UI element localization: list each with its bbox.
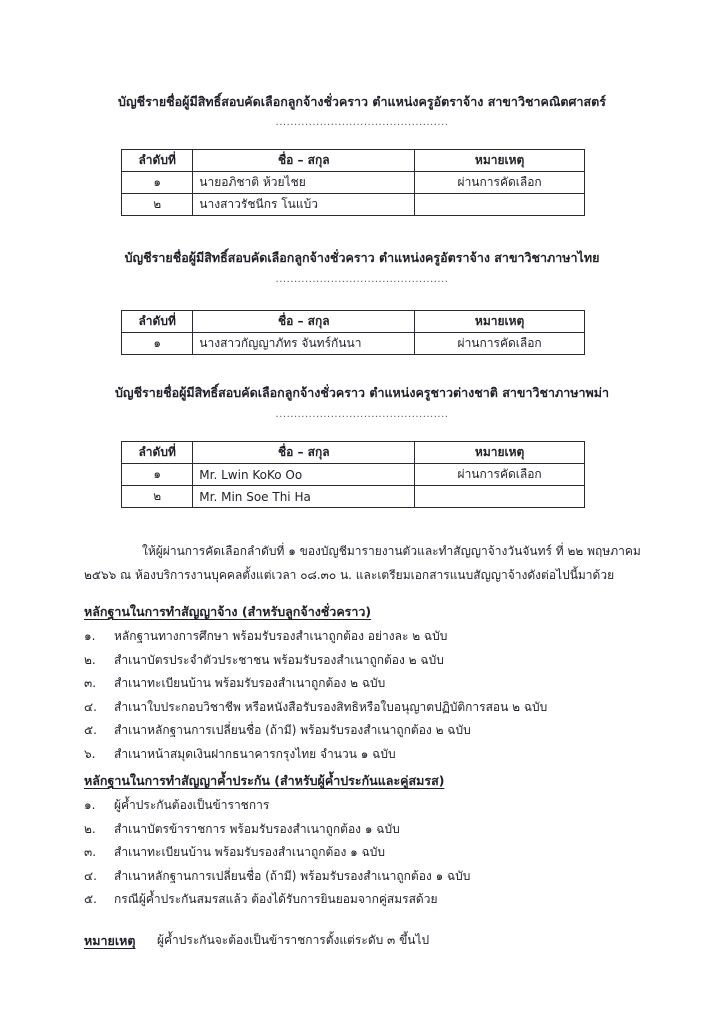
- row-no: ๑: [122, 333, 193, 355]
- item-text: สำเนาหลักฐานการเปลี่ยนชื่อ (ถ้ามี) พร้อมรับรองสำเนาถูกต้อง ๒ ฉบับ: [114, 723, 471, 737]
- header-name: ชื่อ – สกุล: [193, 442, 415, 464]
- guarantee-docs-title: หลักฐานในการทำสัญญาค้ำประกัน (สำหรับผู้ค้ำประกันและคู่สมรส): [84, 773, 445, 788]
- row-remark: ผ่านการคัดเลือก: [415, 172, 585, 194]
- announcement-line-2: ๒๕๖๖ ณ ห้องบริการงานบุคคลตั้งแต่เวลา ๐๘.๓๐ น. และเตรียมเอกสารแนบสัญญาจ้างดังต่อไปนี้มาด้วย: [84, 568, 615, 582]
- announcement-paragraph: [84, 539, 644, 587]
- table-burmese: [121, 441, 585, 508]
- row-name: Mr. Lwin KoKo Oo: [193, 464, 415, 486]
- list-title-math: บัญชีรายชื่อผู้มีสิทธิ์สอบคัดเลือกลูกจ้างชั่วคราว ตำแหน่งครูอัตราจ้าง สาขาวิชาคณิตศาสตร์: [118, 94, 606, 109]
- table-header-row: [122, 442, 585, 464]
- item-number: ๔.: [84, 868, 97, 883]
- row-no: ๑: [122, 464, 193, 486]
- dotted-line: ...............................................: [275, 409, 449, 420]
- item-text: สำเนาใบประกอบวิชาชีพ หรือหนังสือรับรองสิทธิหรือใบอนุญาตปฏิบัติการสอน ๒ ฉบับ: [114, 699, 548, 714]
- header-no: ลำดับที่: [122, 442, 193, 464]
- table-row: [122, 464, 585, 486]
- item-number: ๑.: [84, 798, 96, 812]
- item-number: ๔.: [84, 699, 97, 714]
- row-no: ๒: [122, 486, 193, 508]
- header-no: ลำดับที่: [122, 150, 193, 172]
- item-text: สำเนาทะเบียนบ้าน พร้อมรับรองสำเนาถูกต้อง ๒ ฉบับ: [114, 676, 386, 690]
- header-remark: หมายเหตุ: [415, 311, 585, 333]
- item-text: สำเนาหลักฐานการเปลี่ยนชื่อ (ถ้ามี) พร้อมรับรองสำเนาถูกต้อง ๑ ฉบับ: [114, 868, 471, 883]
- guarantee-docs-list: [84, 794, 470, 912]
- list-item: [84, 719, 547, 743]
- note-text: ผู้ค้ำประกันจะต้องเป็นข้าราชการตั้งแต่ระดับ ๓ ขึ้นไป: [157, 933, 430, 947]
- list-item: [84, 841, 470, 865]
- row-name: นายอภิชาติ ห้วยไชย: [193, 172, 415, 194]
- item-text: ผู้ค้ำประกันต้องเป็นข้าราชการ: [114, 798, 270, 812]
- row-no: ๑: [122, 172, 193, 194]
- header-remark: หมายเหตุ: [415, 150, 585, 172]
- row-remark: [415, 486, 585, 508]
- table-row: [122, 333, 585, 355]
- list-title-thai: บัญชีรายชื่อผู้มีสิทธิ์สอบคัดเลือกลูกจ้างชั่วคราว ตำแหน่งครูอัตราจ้าง สาขาวิชาภาษาไทย: [124, 250, 600, 265]
- list-item: [84, 818, 470, 842]
- table-row: [122, 194, 585, 216]
- row-remark: [415, 194, 585, 216]
- row-name: นางสาวกัญญาภัทร จันทร์กันนา: [193, 333, 415, 355]
- item-text: สำเนาบัตรข้าราชการ พร้อมรับรองสำเนาถูกต้อง ๑ ฉบับ: [114, 821, 400, 836]
- header-no: ลำดับที่: [122, 311, 193, 333]
- item-number: ๑.: [84, 629, 96, 643]
- table-thai: [121, 310, 585, 355]
- contract-docs-title: หลักฐานในการทำสัญญาจ้าง (สำหรับลูกจ้างชั่วคราว): [84, 604, 372, 619]
- row-no: ๒: [122, 194, 193, 216]
- item-number: ๓.: [84, 845, 97, 859]
- item-number: ๓.: [84, 676, 97, 690]
- item-number: ๒.: [84, 821, 96, 836]
- item-number: ๕.: [84, 723, 97, 737]
- item-text: กรณีผู้ค้ำประกันสมรสแล้ว ต้องได้รับการยินยอมจากคู่สมรสด้วย: [114, 892, 438, 906]
- item-text: สำเนาทะเบียนบ้าน พร้อมรับรองสำเนาถูกต้อง ๑ ฉบับ: [114, 845, 385, 859]
- table-row: [122, 172, 585, 194]
- row-remark: ผ่านการคัดเลือก: [415, 464, 585, 486]
- table-row: [122, 486, 585, 508]
- dotted-line: ...............................................: [275, 274, 449, 285]
- item-number: ๖.: [84, 746, 96, 761]
- list-item: [84, 649, 547, 673]
- item-number: ๒.: [84, 652, 96, 667]
- note-label: หมายเหตุ: [84, 933, 136, 948]
- row-name: Mr. Min Soe Thi Ha: [193, 486, 415, 508]
- list-item: [84, 625, 547, 649]
- list-item: [84, 865, 470, 889]
- header-remark: หมายเหตุ: [415, 442, 585, 464]
- row-remark: ผ่านการคัดเลือก: [415, 333, 585, 355]
- announcement-line-1: ให้ผู้ผ่านการคัดเลือกลำดับที่ ๑ ของบัญชีมารายงานตัวและทำสัญญาจ้างวันจันทร์ ที่ ๒๒ พฤษภาคม: [142, 544, 641, 558]
- dotted-line: ...............................................: [275, 117, 449, 128]
- contract-docs-list: [84, 625, 547, 766]
- list-title-burmese: บัญชีรายชื่อผู้มีสิทธิ์สอบคัดเลือกลูกจ้างชั่วคราว ตำแหน่งครูชาวต่างชาติ สาขาวิชาภาษาพม่า: [114, 385, 610, 400]
- header-name: ชื่อ – สกุล: [193, 311, 415, 333]
- list-item: [84, 888, 470, 912]
- list-item: [84, 696, 547, 720]
- item-text: สำเนาบัตรประจำตัวประชาชน พร้อมรับรองสำเนาถูกต้อง ๒ ฉบับ: [114, 652, 444, 667]
- table-header-row: [122, 311, 585, 333]
- table-math: [121, 149, 585, 216]
- list-item: [84, 672, 547, 696]
- item-number: ๕.: [84, 892, 97, 906]
- table-header-row: [122, 150, 585, 172]
- list-item: [84, 743, 547, 767]
- item-text: สำเนาหน้าสมุดเงินฝากธนาคารกรุงไทย จำนวน ๑ ฉบับ: [114, 746, 396, 761]
- header-name: ชื่อ – สกุล: [193, 150, 415, 172]
- item-text: หลักฐานทางการศึกษา พร้อมรับรองสำเนาถูกต้อง อย่างละ ๒ ฉบับ: [114, 629, 448, 643]
- row-name: นางสาวรัชนีกร โนแบ้ว: [193, 194, 415, 216]
- list-item: [84, 794, 470, 818]
